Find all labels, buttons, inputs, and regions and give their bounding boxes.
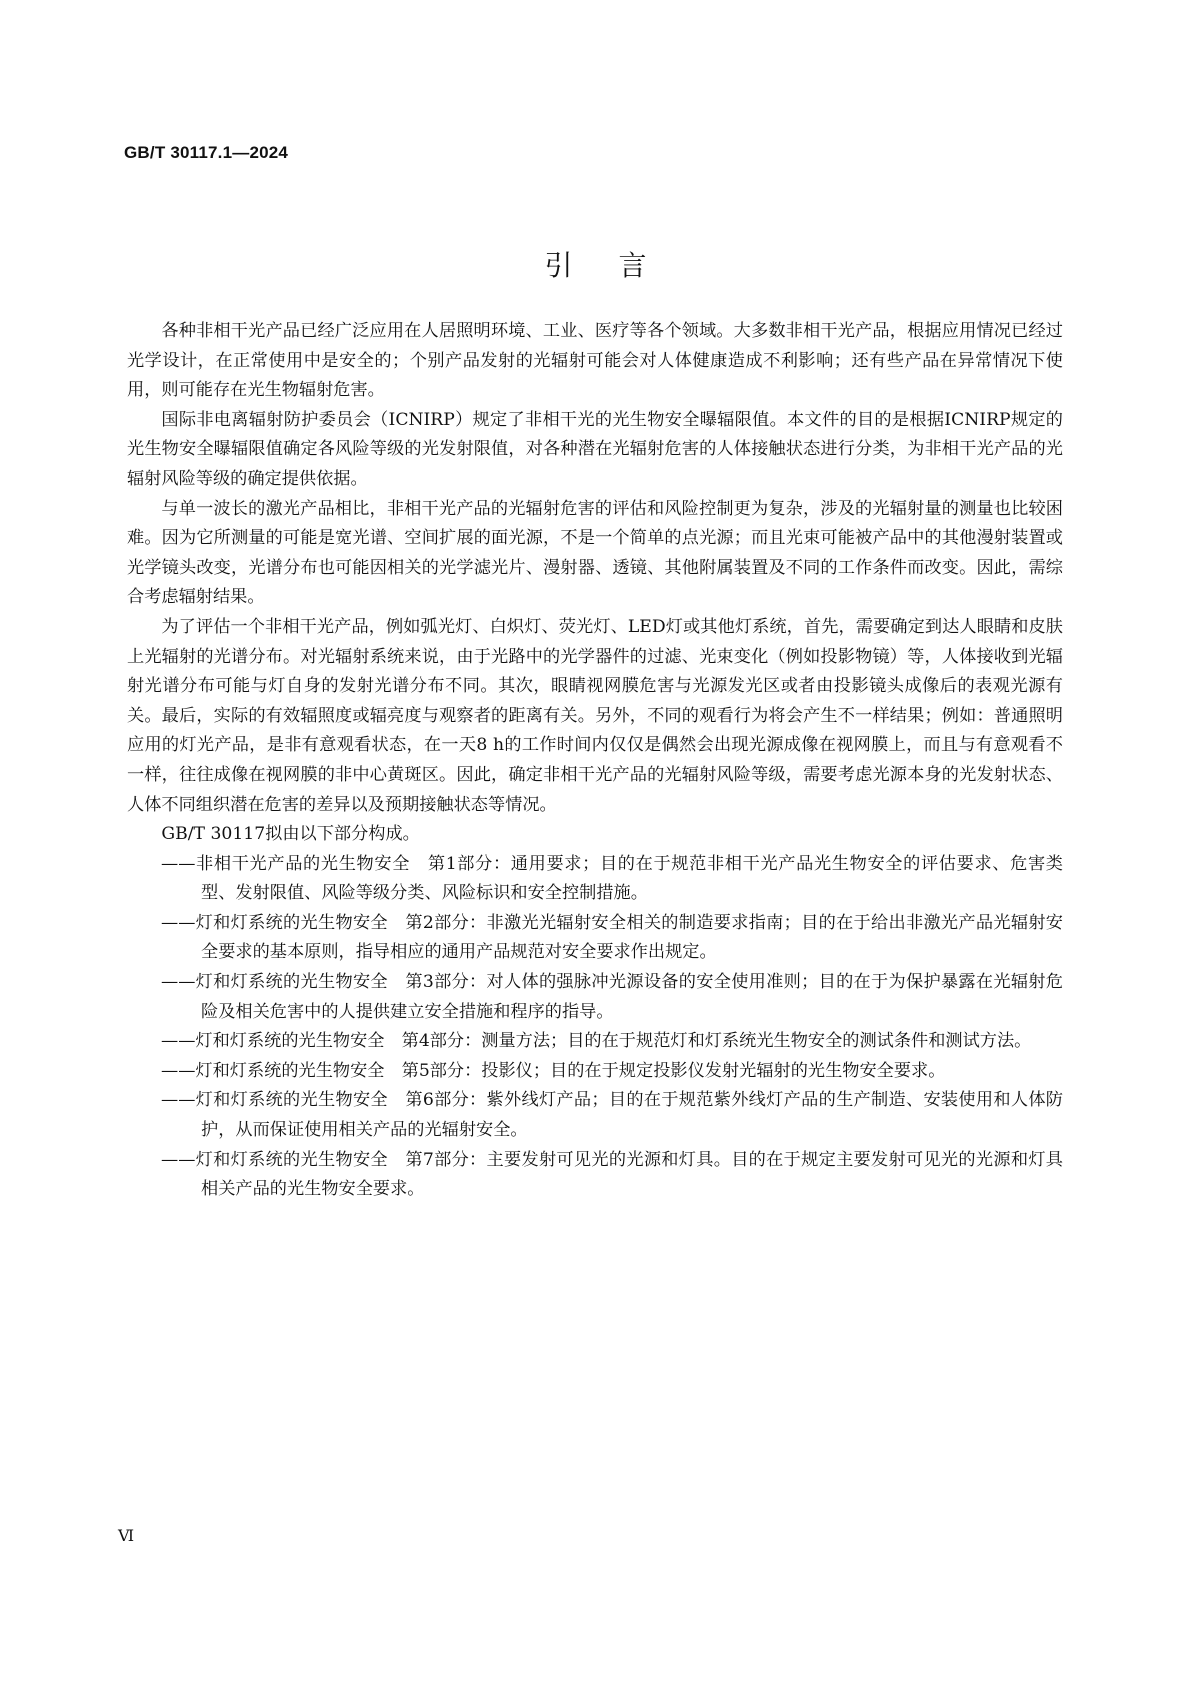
intro-paragraph-4: 为了评估一个非相干光产品，例如弧光灯、白炽灯、荧光灯、LED灯或其他灯系统，首先，需要确定到达人眼睛和皮肤上光辐射的光谱分布。对光辐射系统来说，由于光路中的光学器件的过滤、光束变化（例如投影物镜）等，人体接收到光辐射光谱分布可能与灯自身的发射光谱分布不同。其次，眼睛视网膜危害与光源发光区或者由投影镜头成像后的表观光源有关。最后，实际的有效辐照度或辐亮度与观察者的距离有关。另外，不同的观看行为将会产生不一样结果；例如：普通照明应用的灯光产品，是非有意观看状态，在一天8 h的工作时间内仅仅是偶然会出现光源成像在视网膜上，而且与有意观看不一样，往往成像在视网膜的非中心黄斑区。因此，确定非相干光产品的光辐射风险等级，需要考虑光源本身的光发射状态、人体不同组织潜在危害的差异以及预期接触状态等情况。 [127,616,1063,815]
introduction-body [127,317,1063,1205]
intro-paragraph-2: 国际非电离辐射防护委员会（ICNIRP）规定了非相干光的光生物安全曝辐限值。本文件的目的是根据ICNIRP规定的光生物安全曝辐限值确定各风险等级的光发射限值，对各种潜在光辐射危害的人体接触状态进行分类，为非相干光产品的光辐射风险等级的确定提供依据。 [127,409,1063,489]
part-item-5: ——灯和灯系统的光生物安全 第5部分：投影仪；目的在于规定投影仪发射光辐射的光生物安全要求。 [161,1060,946,1081]
parts-list [127,850,1063,1205]
part-item-7: ——灯和灯系统的光生物安全 第7部分：主要发射可见光的光源和灯具。目的在于规定主要发射可见光的光源和灯具相关产品的光生物安全要求。 [161,1149,1063,1200]
standard-number: GB/T 30117.1—2024 [124,143,289,162]
intro-paragraph-1: 各种非相干光产品已经广泛应用在人居照明环境、工业、医疗等各个领域。大多数非相干光产品，根据应用情况已经过光学设计，在正常使用中是安全的；个别产品发射的光辐射可能会对人体健康造成不利影响；还有些产品在异常情况下使用，则可能存在光生物辐射危害。 [127,321,1063,401]
part-item-4: ——灯和灯系统的光生物安全 第4部分：测量方法；目的在于规范灯和灯系统光生物安全的测试条件和测试方法。 [161,1031,1032,1052]
parts-intro: GB/T 30117拟由以下部分构成。 [161,824,420,845]
part-item-3: ——灯和灯系统的光生物安全 第3部分：对人体的强脉冲光源设备的安全使用准则；目的在于为保护暴露在光辐射危险及相关危害中的人提供建立安全措施和程序的指导。 [161,972,1063,1022]
part-item-6: ——灯和灯系统的光生物安全 第6部分：紫外线灯产品；目的在于规范紫外线灯产品的生产制造、安装使用和人体防护，从而保证使用相关产品的光辐射安全。 [161,1090,1063,1141]
page-number: Ⅵ [118,1526,135,1545]
part-item-2: ——灯和灯系统的光生物安全 第2部分：非激光光辐射安全相关的制造要求指南；目的在于给出非激光产品光辐射安全要求的基本原则，指导相应的通用产品规范对安全要求作出规定。 [161,912,1063,963]
intro-paragraph-3: 与单一波长的激光产品相比，非相干光产品的光辐射危害的评估和风险控制更为复杂，涉及的光辐射量的测量也比较困难。因为它所测量的可能是宽光谱、空间扩展的面光源，不是一个简单的点光源；而且光束可能被产品中的其他漫射装置或光学镜头改变，光谱分布也可能因相关的光学滤光片、漫射器、透镜、其他附属装置及不同的工作条件而改变。因此，需综合考虑辐射结果。 [127,498,1063,608]
section-title: 引言 [544,249,693,282]
part-item-1: ——非相干光产品的光生物安全 第1部分：通用要求；目的在于规范非相干光产品光生物安全的评估要求、危害类型、发射限值、风险等级分类、风险标识和安全控制措施。 [161,853,1063,904]
